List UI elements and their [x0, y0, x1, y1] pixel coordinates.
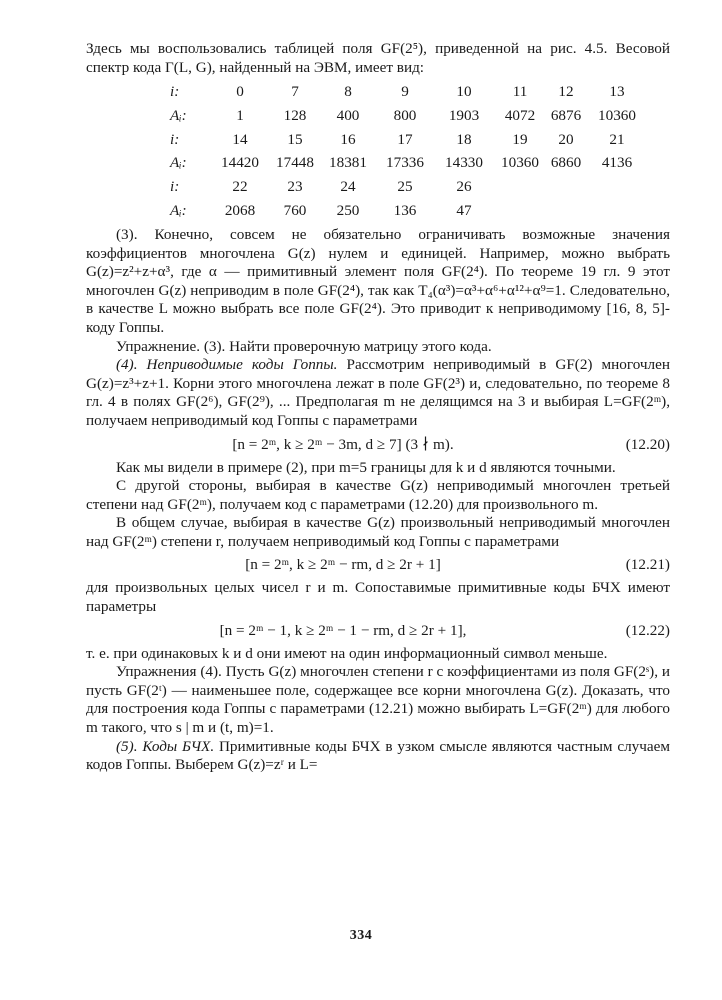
equation-number: (12.22) [625, 621, 670, 639]
spectrum-cell: 136 [393, 202, 417, 220]
paragraph-general-case: В общем случае, выбирая в качестве G(z) произвольный неприводимый многочлен над GF(2ᵐ) степени r, получаем неприводимый код Гоппы с параметрами [86, 514, 670, 550]
spectrum-cell: 10 [456, 83, 472, 101]
paragraph-example-5-text: Примитивные коды БЧХ в узком смысле являются частным случаем кодов Гоппы. Выберем G(z)=zʳ и L= [86, 737, 670, 774]
equation-formula: [n = 2ᵐ, k ≥ 2ᵐ − 3m, d ≥ 7] (3 ∤ m). [232, 435, 454, 453]
spectrum-cell: 250 [336, 202, 360, 220]
spectrum-cell: 26 [456, 178, 472, 196]
paragraph-example-2-bounds: Как мы видели в примере (2), при m=5 границы для k и d являются точными. [116, 458, 616, 476]
paragraph-example-5 [86, 738, 670, 775]
spectrum-row-label: i: [170, 178, 180, 196]
spectrum-row-label: Aᵢ: [170, 154, 187, 172]
paragraph-information-symbol: т. е. при одинаковых k и d они имеют на один информационный символ меньше. [86, 644, 608, 662]
spectrum-cell: 2068 [224, 202, 256, 220]
spectrum-cell: 7 [291, 83, 299, 101]
spectrum-row [170, 128, 648, 152]
spectrum-cell: 0 [236, 83, 244, 101]
spectrum-cell: 4136 [601, 154, 633, 172]
spectrum-cell: 800 [393, 106, 417, 124]
exercise-4: Упражнения (4). Пусть G(z) многочлен степени r с коэффициентами из поля GF(2ˢ), и пусть GF(2ᵗ) — наименьшее поле, содержащее все корни многочлена G(z). Доказать, что для построения кода Гоппы с параметрами (12.21) можно выбирать L=GF(2ᵐ) для любого m такого, что s | m и (t, m)=1. [86, 663, 670, 737]
equation-formula: [n = 2ᵐ − 1, k ≥ 2ᵐ − 1 − rm, d ≥ 2r + 1], [219, 621, 467, 639]
page-number: 334 [349, 928, 373, 943]
weight-spectrum-table [170, 80, 648, 223]
exercise-3: Упражнение. (3). Найти проверочную матрицу этого кода. [116, 337, 492, 355]
spectrum-cell: 18 [456, 130, 472, 148]
spectrum-cell: 18381 [329, 154, 367, 172]
spectrum-row [170, 199, 648, 223]
spectrum-row-label: Aᵢ: [170, 202, 187, 220]
spectrum-cell: 11 [512, 83, 528, 101]
page-body [86, 40, 670, 775]
spectrum-cell: 17 [397, 130, 413, 148]
spectrum-cell: 24 [340, 178, 356, 196]
paragraph-example-3: (3). Конечно, совсем не обязательно ограничивать возможные значения коэффициентов многочлена G(z) нулем и единицей. Например, можно выбрать G(z)=z²+z+α³, где α — примитивный элемент поля GF(2⁴). По теореме 19 гл. 9 этот многочлен G(z) неприводим в поле GF(2⁴), так как T₄(α³)=α³+α⁶+α¹²+α⁹=1. Следовательно, в качестве L можно выбрать все поле GF(2⁴). Это приводит к неприводимому [16, 8, 5]-коду Гоппы. [86, 225, 670, 336]
spectrum-cell: 4072 [504, 106, 536, 124]
spectrum-cell: 400 [336, 106, 360, 124]
section-title-irreducible-goppa: (4). Неприводимые коды Гоппы. [116, 356, 338, 374]
spectrum-cell: 19 [512, 130, 528, 148]
spectrum-cell: 17336 [386, 154, 424, 172]
spectrum-cell: 13 [609, 83, 625, 101]
paragraph-example-4-text: Рассмотрим неприводимый в GF(2) многочлен G(z)=z³+z+1. Корни этого многочлена лежат в поле GF(2³) и, следовательно, по теореме 8 гл. 4 в полях GF(2⁶), GF(2⁹), ... Предполагая m не делящимся на 3 и выбирая L=GF(2ᵐ), получаем неприводимый код Гоппы с параметрами [86, 356, 670, 429]
equation-12-22 [86, 620, 670, 642]
spectrum-cell: 128 [283, 106, 307, 124]
spectrum-cell: 760 [283, 202, 307, 220]
spectrum-cell: 1 [236, 106, 244, 124]
spectrum-cell: 16 [340, 130, 356, 148]
spectrum-row [170, 104, 648, 128]
spectrum-row-label: i: [170, 130, 180, 148]
equation-number: (12.21) [625, 556, 670, 574]
paragraph-example-4 [86, 356, 670, 430]
section-title-bch-codes: (5). Коды БЧХ. [116, 737, 215, 755]
spectrum-cell: 25 [397, 178, 413, 196]
spectrum-row-label: i: [170, 83, 180, 101]
spectrum-cell: 17448 [276, 154, 314, 172]
spectrum-cell: 15 [287, 130, 303, 148]
spectrum-cell: 1903 [448, 106, 480, 124]
spectrum-cell: 47 [456, 202, 472, 220]
spectrum-cell: 6876 [550, 106, 582, 124]
spectrum-row [170, 80, 648, 104]
paragraph-other-side: С другой стороны, выбирая в качестве G(z) неприводимый многочлен третьей степени над GF(2ᵐ), получаем код с параметрами (12.20) для произвольного m. [86, 477, 670, 513]
equation-formula: [n = 2ᵐ, k ≥ 2ᵐ − rm, d ≥ 2r + 1] [245, 556, 441, 574]
equation-number: (12.20) [625, 435, 670, 453]
spectrum-cell: 6860 [550, 154, 582, 172]
spectrum-row [170, 175, 648, 199]
paragraph-bch-comparison: для произвольных целых чисел r и m. Сопоставимые примитивные коды БЧХ имеют параметры [86, 579, 670, 616]
spectrum-cell: 14330 [445, 154, 483, 172]
spectrum-cell: 21 [609, 130, 625, 148]
equation-12-21 [86, 554, 670, 576]
spectrum-cell: 10360 [501, 154, 539, 172]
spectrum-cell: 12 [558, 83, 574, 101]
spectrum-cell: 14420 [221, 154, 259, 172]
spectrum-cell: 20 [558, 130, 574, 148]
spectrum-cell: 9 [401, 83, 409, 101]
intro-paragraph: Здесь мы воспользовались таблицей поля GF(2⁵), приведенной на рис. 4.5. Весовой спектр кода Γ(L, G), найденный на ЭВМ, имеет вид: [86, 40, 670, 76]
equation-12-20 [86, 434, 670, 456]
spectrum-cell: 23 [287, 178, 303, 196]
spectrum-row-label: Aᵢ: [170, 106, 187, 124]
spectrum-cell: 22 [232, 178, 248, 196]
spectrum-cell: 14 [232, 130, 248, 148]
spectrum-cell: 10360 [598, 106, 636, 124]
spectrum-row [170, 152, 648, 176]
spectrum-cell: 8 [344, 83, 352, 101]
